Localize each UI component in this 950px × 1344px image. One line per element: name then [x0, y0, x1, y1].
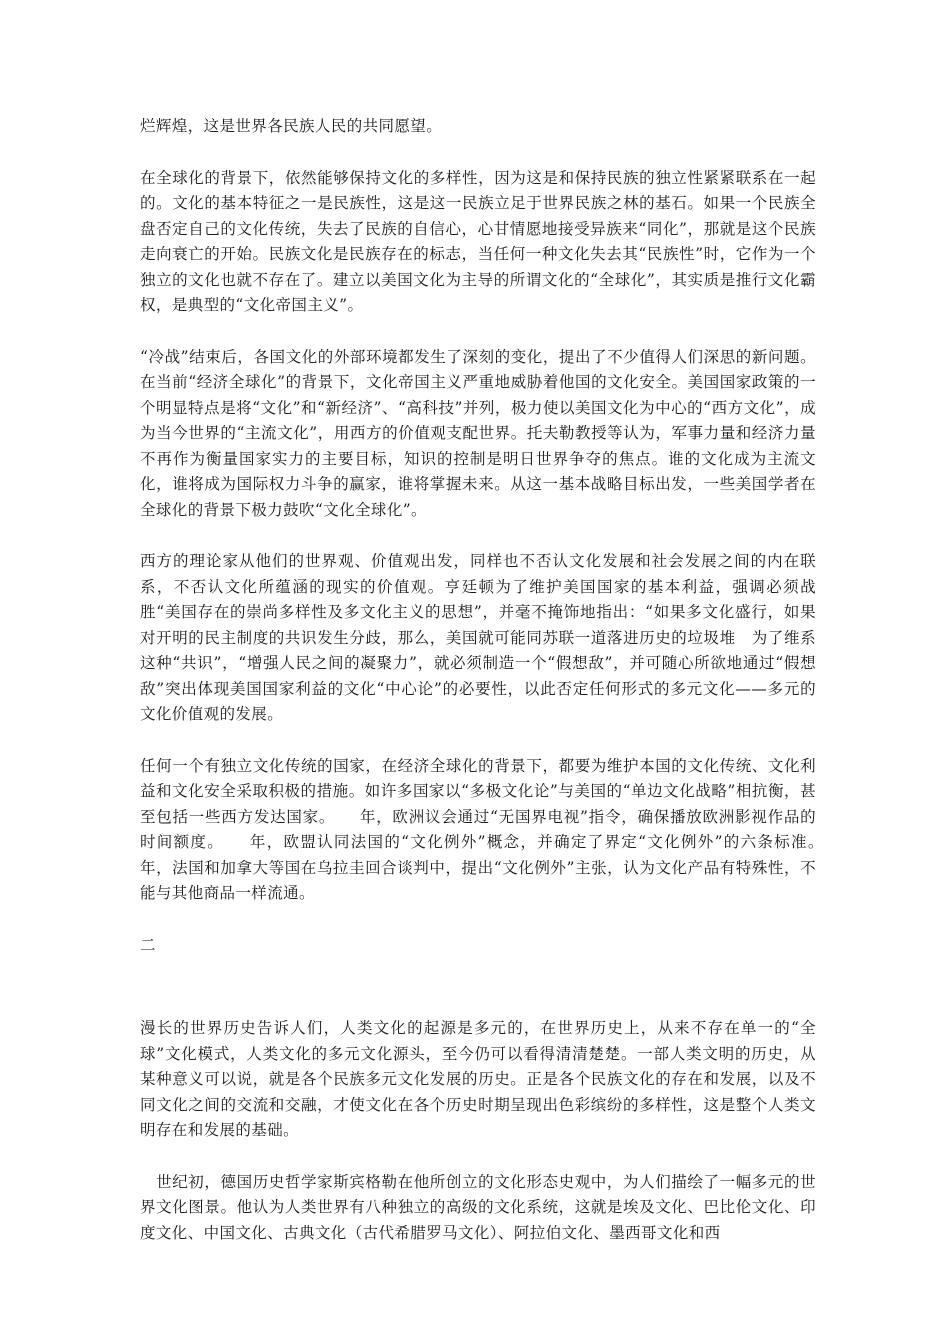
paragraph-7: 世纪初，德国历史哲学家斯宾格勒在他所创立的文化形态史观中，为人们描绘了一幅多元的世界文化图景。他认为人类世界有八种独立的高级的文化系统，这就是埃及文化、巴比伦文化、印度文化、中国文化、古典文化（古代希腊罗马文化）、阿拉伯文化、墨西哥文化和西 — [140, 1172, 816, 1242]
paragraph-spacer — [140, 958, 816, 1016]
paragraph-spacer — [140, 1144, 816, 1170]
paragraph-spacer — [140, 523, 816, 549]
section-number: 二 — [140, 935, 156, 954]
document-page — [140, 114, 848, 1246]
paragraph-5: 任何一个有独立文化传统的国家，在经济全球化的背景下，都要为维护本国的文化传统、文化利益和文化安全采取积极的措施。如许多国家以“多极文化论”与美国的“单边文化战略”相抗衡，甚至包括一些西方发达国家。 年，欧洲议会通过“无国界电视”指令，确保播放欧洲影视作品的时间额度。 年，欧盟认同法国的“文化例外”概念，并确定了界定“文化例外”的六条标准。 年，法国和加拿大等国在乌拉圭回合谈判中，提出“文化例外”主张，认为文化产品有特殊性，不能与其他商品一样流通。 — [140, 756, 848, 902]
paragraph-spacer — [140, 907, 816, 933]
paragraph-spacer — [140, 728, 816, 754]
paragraph-6: 漫长的世界历史告诉人们，人类文化的起源是多元的，在世界历史上，从来不存在单一的“全球”文化模式，人类文化的多元文化源头，至今仍可以看得清清楚楚。一部人类文明的历史，从某种意义可以说，就是各个民族多元文化发展的历史。正是各个民族文化的存在和发展，以及不同文化之间的交流和交融，才使文化在各个历史时期呈现出色彩缤纷的多样性，这是整个人类文明存在和发展的基础。 — [140, 1019, 816, 1139]
paragraph-spacer — [140, 319, 816, 345]
paragraph-4: 西方的理论家从他们的世界观、价值观出发，同样也不否认文化发展和社会发展之间的内在联系，不否认文化所蕴涵的现实的价值观。亨廷顿为了维护美国国家的基本利益，强调必须战胜“美国存在的崇尚多样性及多文化主义的思想”，并毫不掩饰地指出：“如果多文化盛行，如果对开明的民主制度的共识发生分歧，那么，美国就可能同苏联一道落进历史的垃圾堆 为了维系这种“共识”，“增强人民之间的凝聚力”，就必须制造一个“假想敌”，并可随心所欲地通过“假想敌”突出体现美国国家利益的文化“中心论”的必要性，以此否定任何形式的多元文化——多元的文化价值观的发展。 — [140, 552, 816, 723]
paragraph-1: 烂辉煌，这是世界各民族人民的共同愿望。 — [140, 117, 443, 135]
paragraph-2: 在全球化的背景下，依然能够保持文化的多样性，因为这是和保持民族的独立性紧紧联系在一起的。文化的基本特征之一是民族性，这是这一民族立足于世界民族之林的基石。如果一个民族全盘否定自己的文化传统，失去了民族的自信心，心甘情愿地接受异族来“同化”，那就是这个民族走向衰亡的开始。民族文化是民族存在的标志，当任何一种文化失去其“民族性”时，它作为一个独立的文化也就不存在了。建立以美国文化为主导的所谓文化的“全球化”，其实质是推行文化霸权，是典型的“文化帝国主义”。 — [140, 168, 816, 314]
paragraph-3: “冷战”结束后，各国文化的外部环境都发生了深刻的变化，提出了不少值得人们深思的新问题。在当前“经济全球化”的背景下，文化帝国主义严重地威胁着他国的文化安全。美国国家政策的一个明显特点是将“文化”和“新经济”、“高科技”并列，极力使以美国文化为中心的“西方文化”，成为当今世界的“主流文化”，用西方的价值观支配世界。托夫勒教授等认为，军事力量和经济力量不再作为衡量国家实力的主要目标，知识的控制是明日世界争夺的焦点。谁的文化成为主流文化，谁将成为国际权力斗争的赢家，谁将掌握未来。从这一基本战略目标出发，一些美国学者在全球化的背景下极力鼓吹“文化全球化”。 — [140, 347, 816, 519]
paragraph-spacer — [140, 140, 816, 166]
